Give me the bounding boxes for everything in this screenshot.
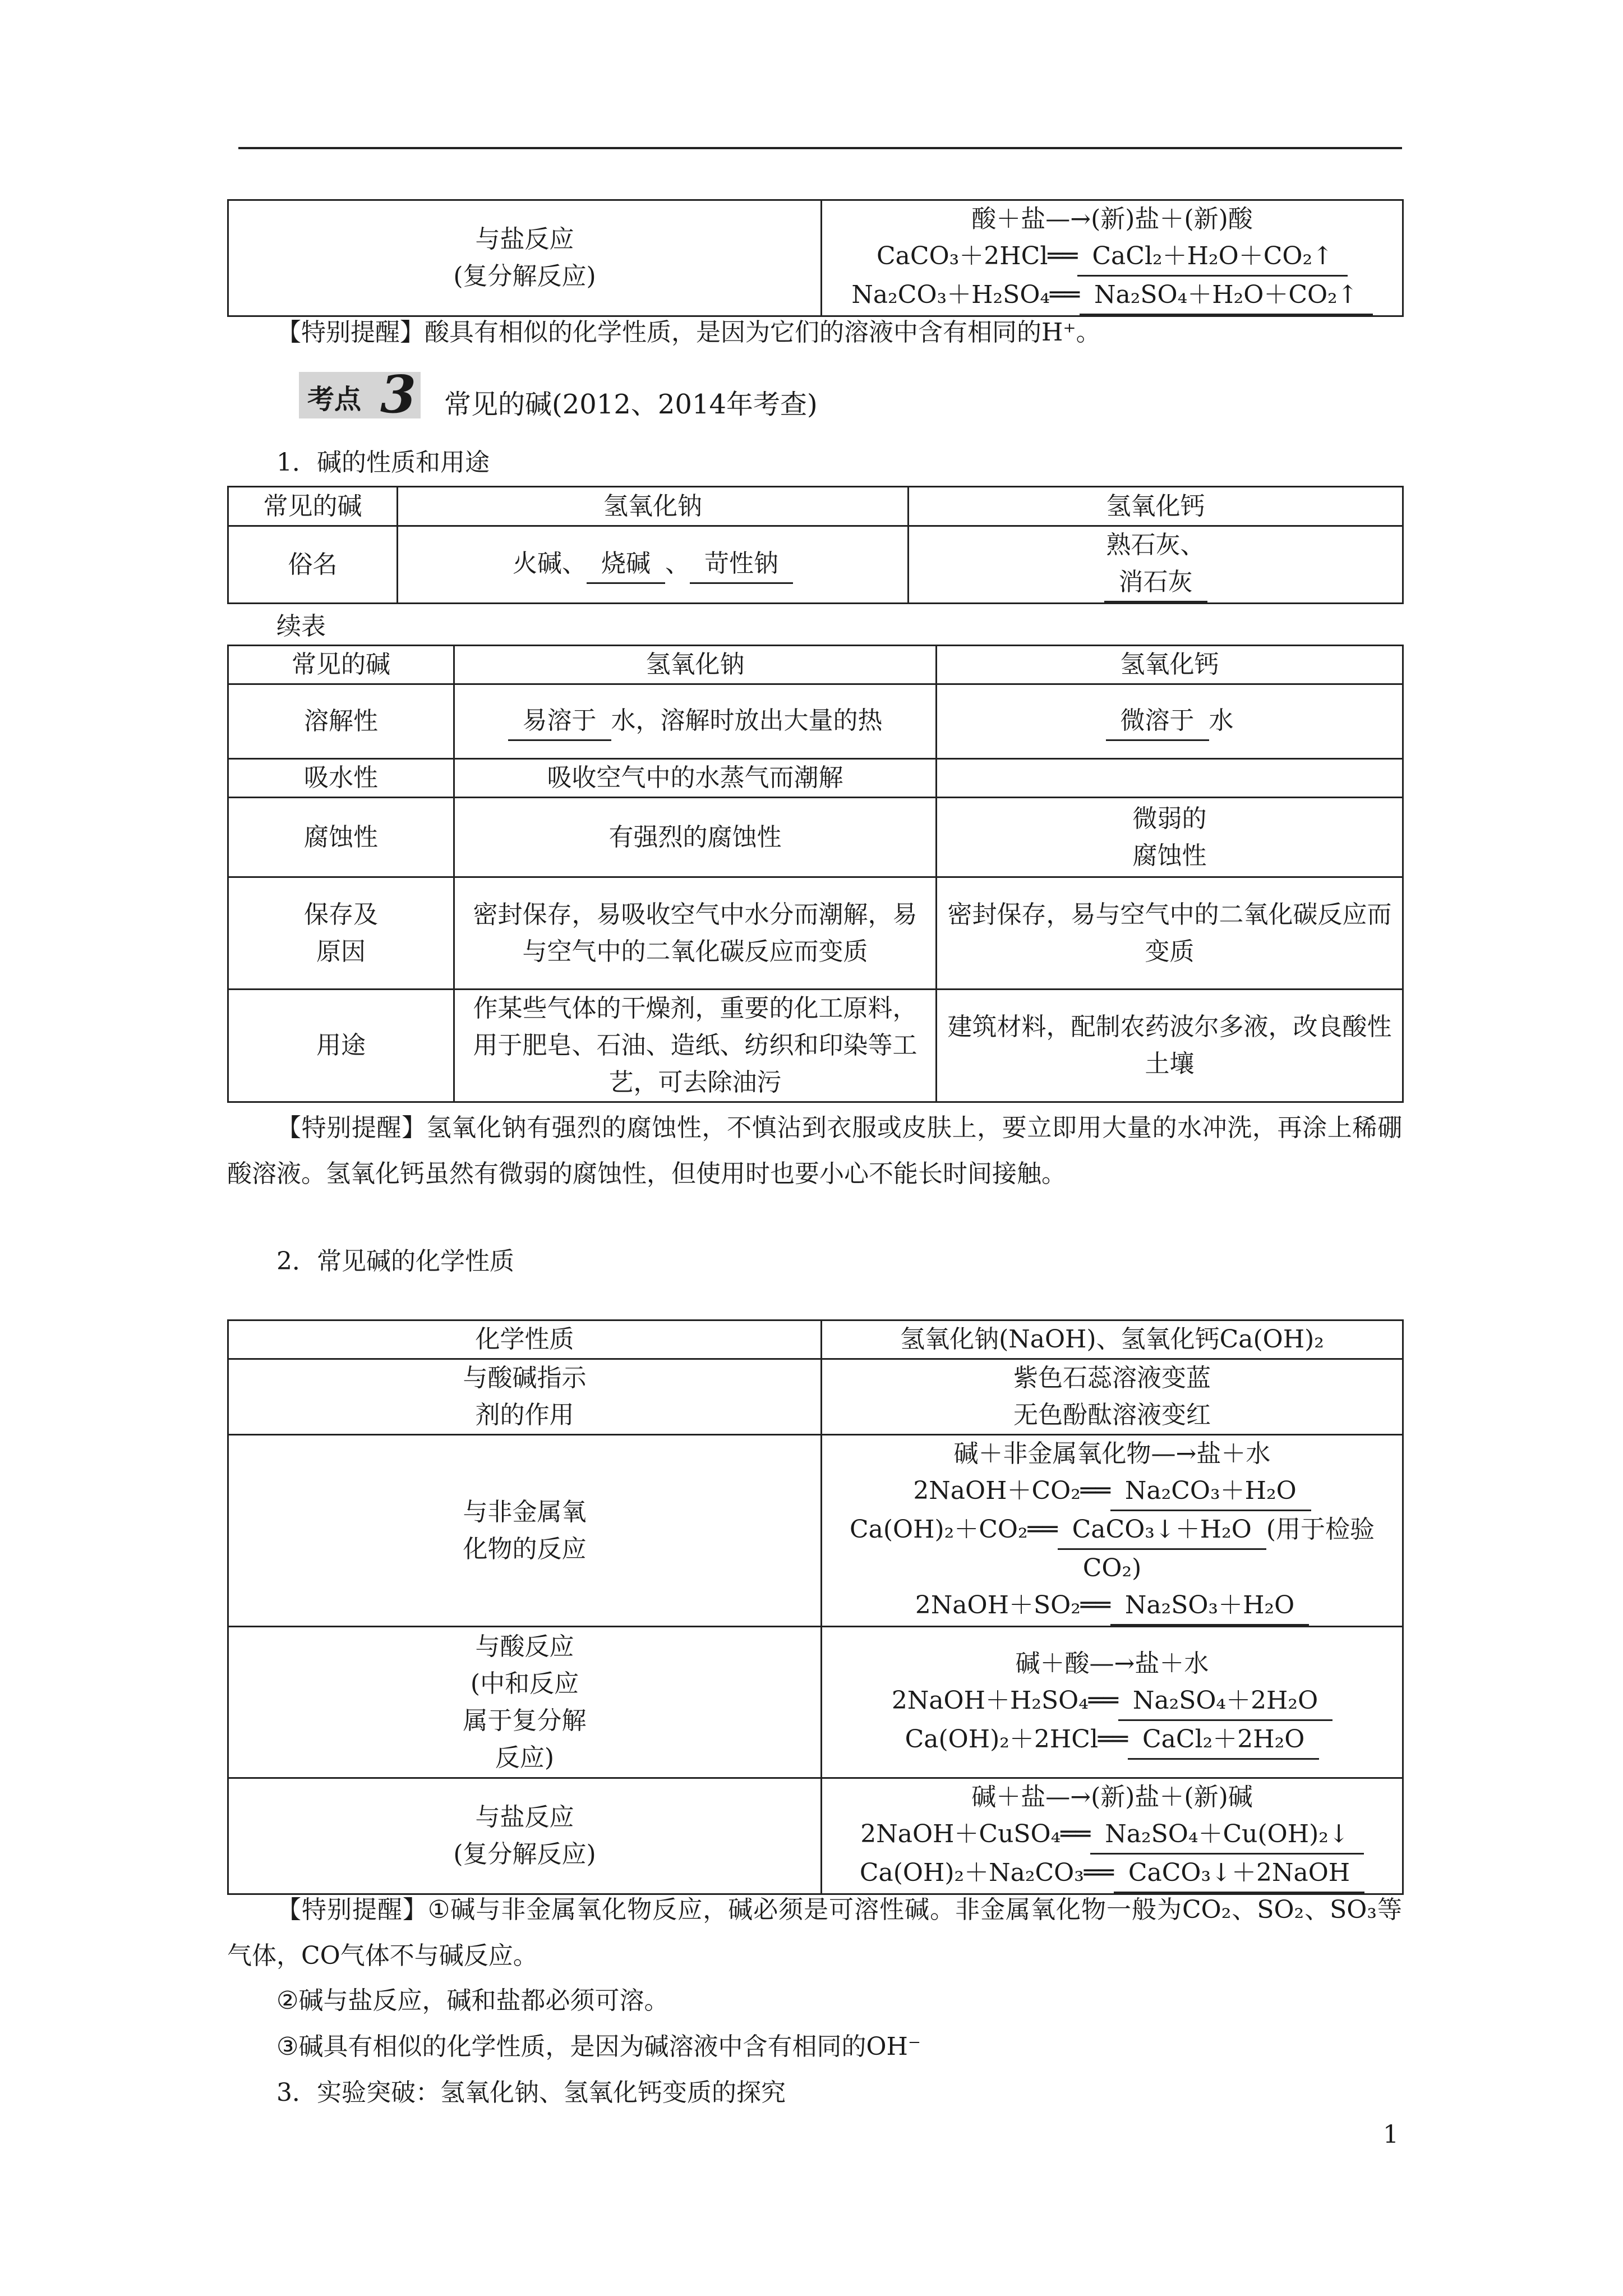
naoh-cell: 有强烈的腐蚀性 <box>454 798 937 877</box>
caoh-cell: 熟石灰、 消石灰 <box>909 526 1403 604</box>
naoh-cell: 吸收空气中的水蒸气而潮解 <box>454 759 937 798</box>
subsection-title: 2．常见碱的化学性质 <box>276 1247 514 1276</box>
row-label: 用途 <box>228 990 454 1102</box>
row-label: 吸水性 <box>228 759 454 798</box>
answer-blank: Na₂SO₄＋H₂O＋CO₂↑ <box>1080 277 1373 315</box>
section-title: 常见的碱(2012、2014年考查) <box>444 389 818 420</box>
naoh-cell: 作某些气体的干燥剂，重要的化工原料，用于肥皂、石油、造纸、纺织和印染等工艺，可去除油污 <box>454 990 937 1102</box>
row-content: 碱＋非金属氧化物—→盐＋水 2NaOH＋CO₂══ Na₂CO₃＋H₂O Ca(OH)₂＋CO₂══ CaCO₃↓＋H₂O (用于检验CO₂) 2NaOH＋SO₂══ Na₂SO₃＋H₂O <box>822 1435 1403 1627</box>
row-label: 与盐反应 (复分解反应) <box>228 200 822 316</box>
row-label: 与非金属氧 化物的反应 <box>228 1435 822 1627</box>
header-cell: 氢氧化钠 <box>398 487 909 526</box>
section-badge: 考点 3 <box>299 372 421 418</box>
answer-blank: 易溶于 <box>508 702 611 741</box>
answer-blank: 微溶于 <box>1106 702 1209 741</box>
reminder-base: 【特别提醒】①碱与非金属氧化物反应，碱必须是可溶性碱。非金属氧化物一般为CO₂、SO₂、SO₃等气体，CO气体不与碱反应。 <box>227 1895 1402 1970</box>
answer-blank: 烧碱 <box>587 545 665 584</box>
row-content: 碱＋盐—→(新)盐＋(新)碱 2NaOH＋CuSO₄══ Na₂SO₄＋Cu(OH)₂↓ Ca(OH)₂＋Na₂CO₃══ CaCO₃↓＋2NaOH <box>822 1778 1403 1894</box>
reminder-base-3: ③碱具有相似的化学性质，是因为碱溶液中含有相同的OH⁻ <box>276 2032 921 2061</box>
acid-salt-table <box>227 199 1404 317</box>
row-label: 与盐反应 (复分解反应) <box>228 1778 822 1894</box>
reminder-acid: 【特别提醒】酸具有相似的化学性质，是因为它们的溶液中含有相同的H⁺。 <box>276 318 1101 347</box>
caoh-cell: 密封保存，易与空气中的二氧化碳反应而变质 <box>937 877 1403 990</box>
answer-blank: Na₂SO₄＋2H₂O <box>1118 1682 1332 1721</box>
answer-blank: Na₂SO₄＋Cu(OH)₂↓ <box>1090 1816 1364 1855</box>
row-label: 溶解性 <box>228 684 454 759</box>
header-cell: 化学性质 <box>228 1320 822 1359</box>
continued-label: 续表 <box>276 612 326 641</box>
base-names-table <box>227 486 1404 604</box>
answer-blank: CaCO₃↓＋2NaOH <box>1114 1855 1364 1893</box>
row-content: 紫色石蕊溶液变蓝 无色酚酞溶液变红 <box>822 1359 1403 1435</box>
answer-blank: CaCO₃↓＋H₂O <box>1058 1511 1266 1550</box>
answer-blank: 苛性钠 <box>690 545 793 584</box>
base-chemistry-table <box>227 1319 1404 1895</box>
caoh-cell <box>937 759 1403 798</box>
row-label: 与酸碱指示 剂的作用 <box>228 1359 822 1435</box>
row-label: 腐蚀性 <box>228 798 454 877</box>
answer-blank: CaCl₂＋2H₂O <box>1128 1721 1319 1760</box>
reminder-naoh: 【特别提醒】氢氧化钠有强烈的腐蚀性，不慎沾到衣服或皮肤上，要立即用大量的水冲洗，再涂上稀硼酸溶液。氢氧化钙虽然有微弱的腐蚀性，但使用时也要小心不能长时间接触。 <box>227 1114 1402 1188</box>
header-cell: 氢氧化钠 <box>454 646 937 684</box>
header-cell: 常见的碱 <box>228 487 398 526</box>
caoh-cell: 建筑材料，配制农药波尔多液，改良酸性土壤 <box>937 990 1403 1102</box>
naoh-cell: 易溶于 水，溶解时放出大量的热 <box>454 684 937 759</box>
header-cell: 氢氧化钙 <box>937 646 1403 684</box>
row-label: 保存及 原因 <box>228 877 454 990</box>
base-properties-table <box>227 645 1404 1103</box>
page-number: 1 <box>1383 2120 1399 2149</box>
subsection-title: 1．碱的性质和用途 <box>276 448 490 477</box>
answer-blank: 消石灰 <box>1104 564 1207 602</box>
caoh-cell: 微溶于 水 <box>937 684 1403 759</box>
row-label: 与酸反应 (中和反应 属于复分解 反应) <box>228 1627 822 1778</box>
reminder-base-2: ②碱与盐反应，碱和盐都必须可溶。 <box>276 1986 669 2015</box>
naoh-cell: 密封保存，易吸收空气中水分而潮解，易与空气中的二氧化碳反应而变质 <box>454 877 937 990</box>
header-rule <box>238 147 1402 149</box>
header-cell: 氢氧化钙 <box>909 487 1403 526</box>
naoh-cell: 火碱、 烧碱 、 苛性钠 <box>398 526 909 604</box>
row-content: 碱＋酸—→盐＋水 2NaOH＋H₂SO₄══ Na₂SO₄＋2H₂O Ca(OH)₂＋2HCl══ CaCl₂＋2H₂O <box>822 1627 1403 1778</box>
answer-blank: Na₂SO₃＋H₂O <box>1110 1587 1309 1626</box>
row-content: 酸＋盐—→(新)盐＋(新)酸 CaCO₃＋2HCl══ CaCl₂＋H₂O＋CO₂↑ Na₂CO₃＋H₂SO₄══ Na₂SO₄＋H₂O＋CO₂↑ <box>822 200 1403 316</box>
answer-blank: CaCl₂＋H₂O＋CO₂↑ <box>1077 238 1348 277</box>
answer-blank: Na₂CO₃＋H₂O <box>1110 1473 1311 1511</box>
row-label: 俗名 <box>228 526 398 604</box>
subsection-title: 3．实验突破：氢氧化钠、氢氧化钙变质的探究 <box>276 2078 786 2107</box>
header-cell: 常见的碱 <box>228 646 454 684</box>
header-cell: 氢氧化钠(NaOH)、氢氧化钙Ca(OH)₂ <box>822 1320 1403 1359</box>
caoh-cell: 微弱的 腐蚀性 <box>937 798 1403 877</box>
